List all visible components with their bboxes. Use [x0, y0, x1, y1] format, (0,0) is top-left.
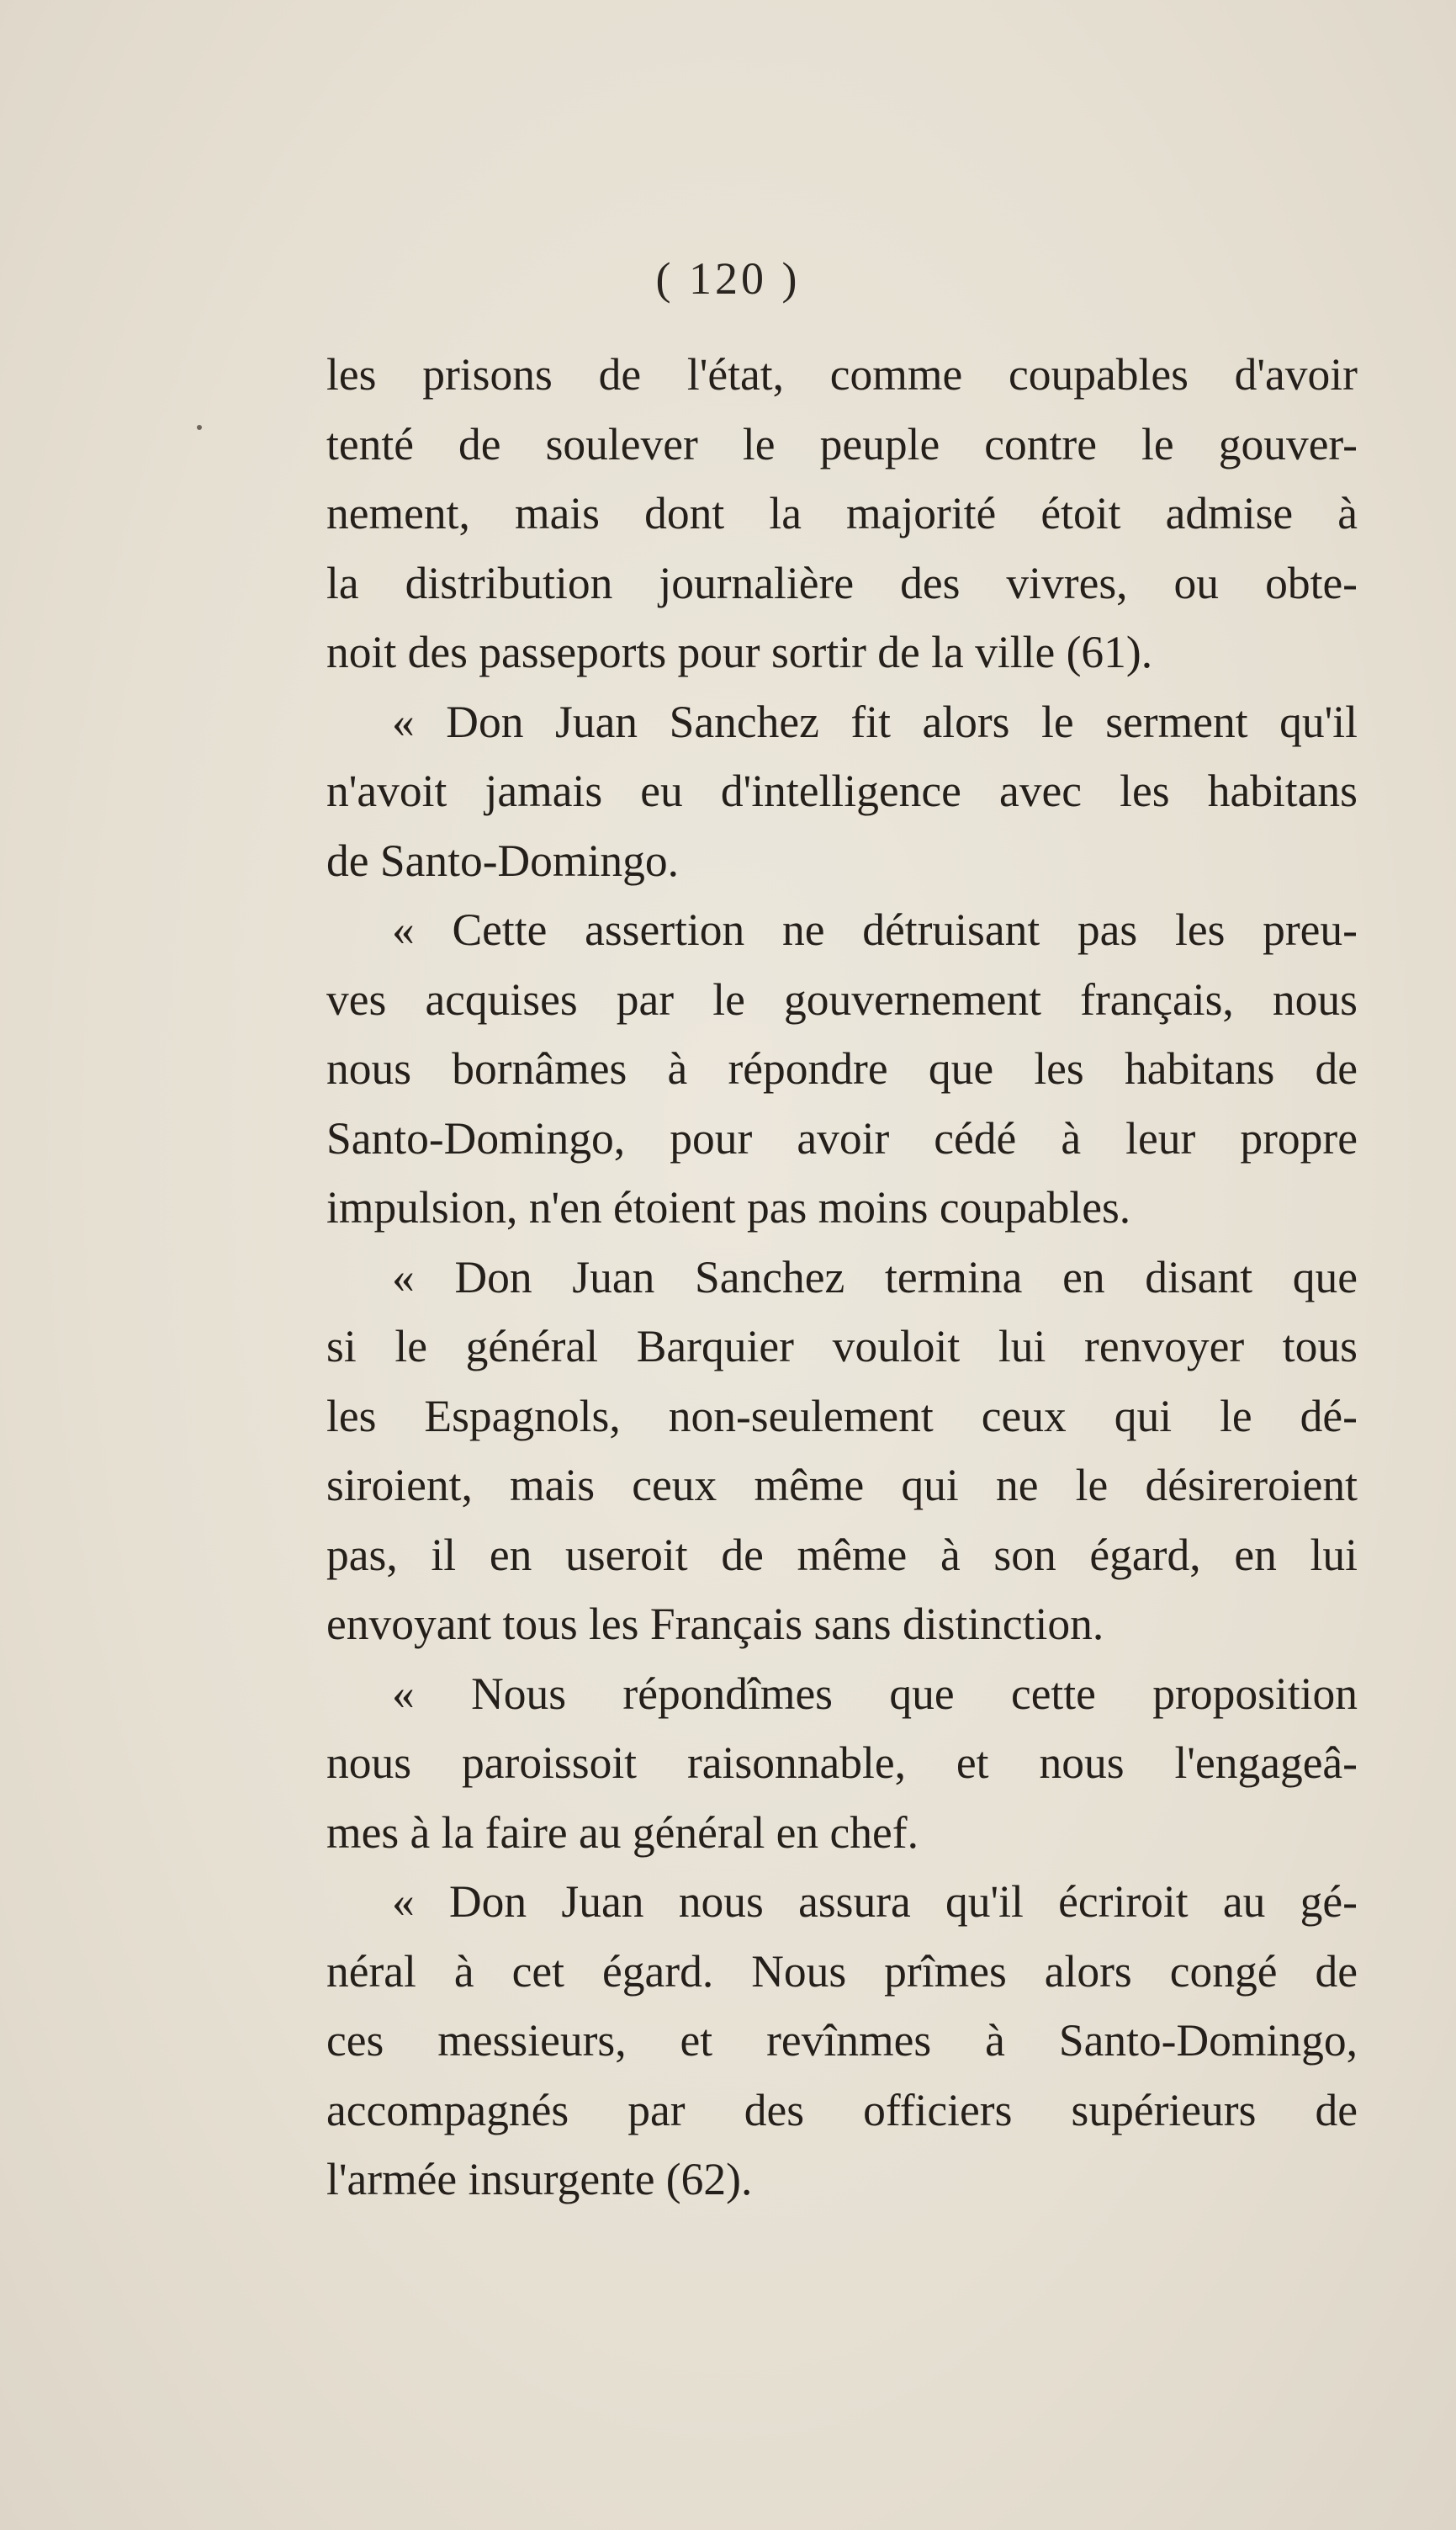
text-line: la distribution journalière des vivres, ou obte-	[326, 557, 1358, 608]
ink-speck	[197, 425, 202, 430]
text-line: siroient, mais ceux même qui ne le désireroient	[326, 1460, 1358, 1510]
text-line: de Santo-Domingo.	[326, 835, 680, 886]
text-line: accompagnés par des officiers supérieurs de	[326, 2084, 1358, 2135]
text-line: nous paroissoit raisonnable, et nous l'engageâ-	[326, 1737, 1358, 1788]
text-line: noit des passeports pour sortir de la ville (61).	[326, 627, 1153, 677]
text-line: tenté de soulever le peuple contre le gouver-	[326, 418, 1358, 469]
page-number: ( 120 )	[655, 253, 801, 304]
text-line: impulsion, n'en étoient pas moins coupables.	[326, 1182, 1131, 1233]
text-line: néral à cet égard. Nous prîmes alors congé de	[326, 1945, 1358, 1997]
text-line: Santo-Domingo, pour avoir cédé à leur propre	[326, 1112, 1358, 1164]
text-line: si le général Barquier vouloit lui renvoyer tous	[326, 1321, 1358, 1371]
text-line: n'avoit jamais eu d'intelligence avec les habitans	[326, 766, 1358, 816]
body-text	[326, 340, 1358, 2214]
text-line: mes à la faire au général en chef.	[326, 1806, 919, 1858]
text-line: « Cette assertion ne détruisant pas les preu-	[392, 904, 1358, 955]
text-line: envoyant tous les Français sans distinction.	[326, 1599, 1104, 1649]
text-line: nement, mais dont la majorité étoit admise à	[326, 488, 1358, 538]
text-line: « Nous répondîmes que cette proposition	[392, 1668, 1358, 1719]
text-line: pas, il en useroit de même à son égard, en lui	[326, 1529, 1358, 1580]
text-line: nous bornâmes à répondre que les habitans de	[326, 1043, 1358, 1094]
text-line: l'armée insurgente (62).	[326, 2154, 753, 2204]
text-line: « Don Juan nous assura qu'il écriroit au gé-	[392, 1876, 1358, 1927]
text-line: les prisons de l'état, comme coupables d'avoir	[326, 349, 1358, 400]
text-line: les Espagnols, non-seulement ceux qui le dé-	[326, 1390, 1358, 1441]
text-line: « Don Juan Sanchez fit alors le serment qu'il	[392, 696, 1358, 747]
text-line: « Don Juan Sanchez termina en disant que	[392, 1251, 1358, 1302]
text-line: ces messieurs, et revînmes à Santo-Domingo,	[326, 2015, 1358, 2066]
text-line: ves acquises par le gouvernement français, nous	[326, 973, 1358, 1025]
